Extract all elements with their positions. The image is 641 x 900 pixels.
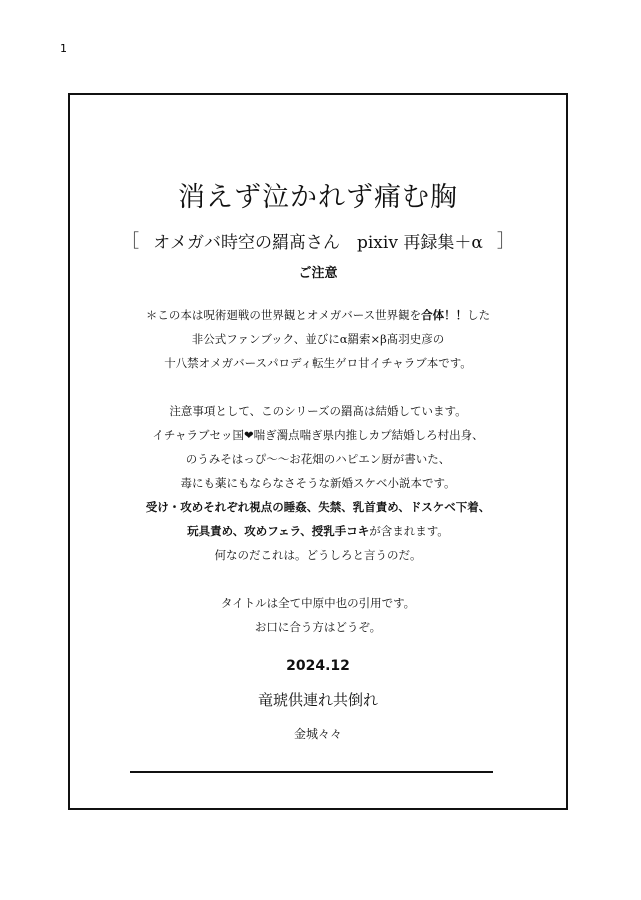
paragraph-warnings (70, 399, 566, 567)
text-line (70, 543, 566, 567)
notice-body (70, 303, 566, 639)
text-line (70, 327, 566, 351)
text-segment: 玩具責め、攻めフェラ、授乳手コキ (187, 524, 370, 538)
text-segment: した (467, 308, 491, 322)
page-number: 1 (60, 42, 67, 55)
text-line (70, 351, 566, 375)
divider-line (130, 771, 493, 773)
text-segment: のうみそはっぴ〜〜お花畑のハピエン厨が書いた、 (185, 452, 451, 466)
text-segment: イチャラブセッ国❤喘ぎ濁点喘ぎ県内推しカプ結婚しろ村出身、 (152, 428, 484, 442)
subtitle (70, 227, 566, 253)
text-segment: が含まれます。 (369, 524, 449, 538)
text-line (70, 495, 566, 519)
text-line (70, 447, 566, 471)
notice-heading: ご注意 (298, 266, 338, 281)
text-segment: 注意事項として、このシリーズの羂髙は結婚しています。 (169, 404, 467, 418)
book-title: 消えず泣かれず痛む胸 (178, 182, 458, 213)
publish-date: 2024.12 (286, 658, 350, 674)
text-segment: 毒にも薬にもならなさそうな新婚スケベ小説本です。 (180, 476, 456, 490)
text-segment: 何なのだこれは。どうしろと言うのだ。 (214, 548, 422, 562)
paragraph-title-note (70, 591, 566, 639)
text-segment: タイトルは全て中原中也の引用です。 (220, 596, 416, 610)
subtitle-open-bracket: ［ (121, 231, 140, 252)
subtitle-close-bracket: ］ (496, 231, 515, 252)
text-segment: お口に合う方はどうぞ。 (254, 620, 382, 634)
text-line (70, 471, 566, 495)
text-segment: 受け・攻めそれぞれ視点の睡姦、失禁、乳首責め、ドスケベ下着、 (145, 500, 491, 514)
text-line (70, 399, 566, 423)
text-line (70, 519, 566, 543)
text-line (70, 591, 566, 615)
text-segment: 非公式ファンブック、並びにα羂索×β髙羽史彦の (191, 332, 445, 346)
subtitle-text: オメガバ時空の羂髙さん pixiv 再録集＋α (153, 232, 483, 253)
cover-frame (68, 93, 568, 810)
circle-name: 竜琥供連れ共倒れ (257, 691, 378, 709)
author-name: 金城々々 (293, 727, 342, 741)
text-segment: ＊この本は呪術廻戦の世界観とオメガバース世界観を (145, 308, 422, 322)
text-line (70, 303, 566, 327)
paragraph-intro (70, 303, 566, 375)
text-segment: 十八禁オメガバースパロディ転生ゲロ甘イチャラブ本です。 (164, 356, 472, 370)
text-line (70, 423, 566, 447)
text-line (70, 615, 566, 639)
text-segment: 合体！！ (421, 308, 468, 322)
